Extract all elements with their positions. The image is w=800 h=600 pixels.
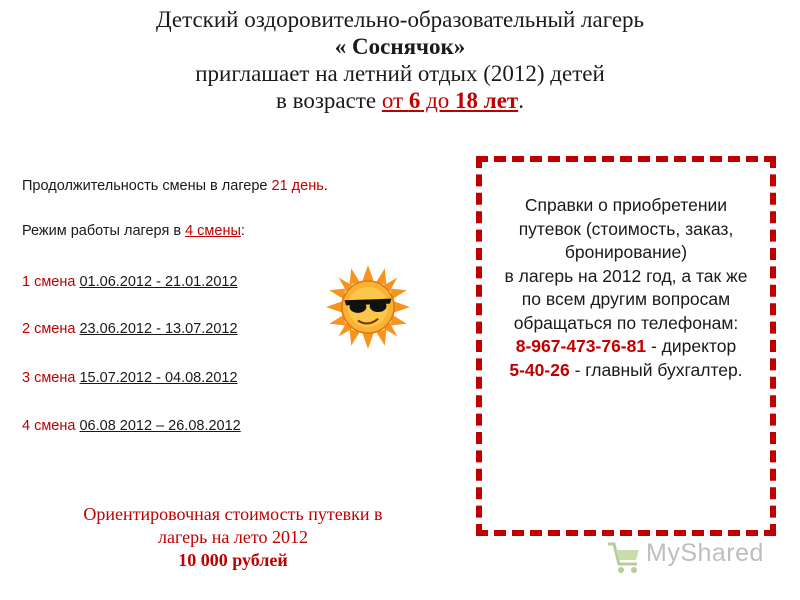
- cart-icon: [604, 536, 644, 576]
- price-info: Ориентировочная стоимость путевки в лагерь на лето 2012 10 000 рублей: [28, 503, 438, 572]
- sun-with-sunglasses-icon: [326, 265, 410, 349]
- shift-1: 1 смена 01.06.2012 - 21.01.2012: [22, 274, 238, 290]
- title-line-4: в возрасте от 6 до 18 лет.: [276, 88, 524, 113]
- shift-3: 3 смена 15.07.2012 - 04.08.2012: [22, 370, 238, 386]
- duration-line: Продолжительность смены в лагере 21 день.: [22, 178, 328, 194]
- phone-director: 8-967-473-76-81 - директор: [515, 336, 737, 356]
- watermark: MyShared: [604, 536, 774, 576]
- price: 10 000 рублей: [178, 550, 288, 570]
- duration-value: 21 день: [271, 178, 324, 194]
- title-line-1: Детский оздоровительно-образовательный лагерь: [155, 7, 645, 32]
- mode-value: 4 смены: [185, 223, 241, 239]
- mode-line: Режим работы лагеря в 4 смены:: [22, 223, 245, 239]
- shift-2: 2 смена 23.06.2012 - 13.07.2012: [22, 321, 238, 337]
- page-title: [0, 6, 800, 114]
- contact-box: [476, 156, 776, 536]
- shift-4: 4 смена 06.08 2012 – 26.08.2012: [22, 418, 241, 434]
- phone-accountant: 5-40-26 - главный бухгалтер.: [509, 359, 743, 380]
- title-line-3: приглашает на летний отдых (2012) детей: [195, 61, 605, 86]
- camp-name: « Соснячок»: [334, 34, 466, 59]
- age-range: от 6 до 18 лет: [381, 88, 519, 113]
- contact-text: Справки о приобретении путевок (стоимость, заказ, бронирование) в лагерь на 2012 год, а так же по всем другим вопросам обращаться по телефонам: 8-967-473-76-81 - директор 5-40-26 - главный бухгалтер.: [482, 194, 770, 382]
